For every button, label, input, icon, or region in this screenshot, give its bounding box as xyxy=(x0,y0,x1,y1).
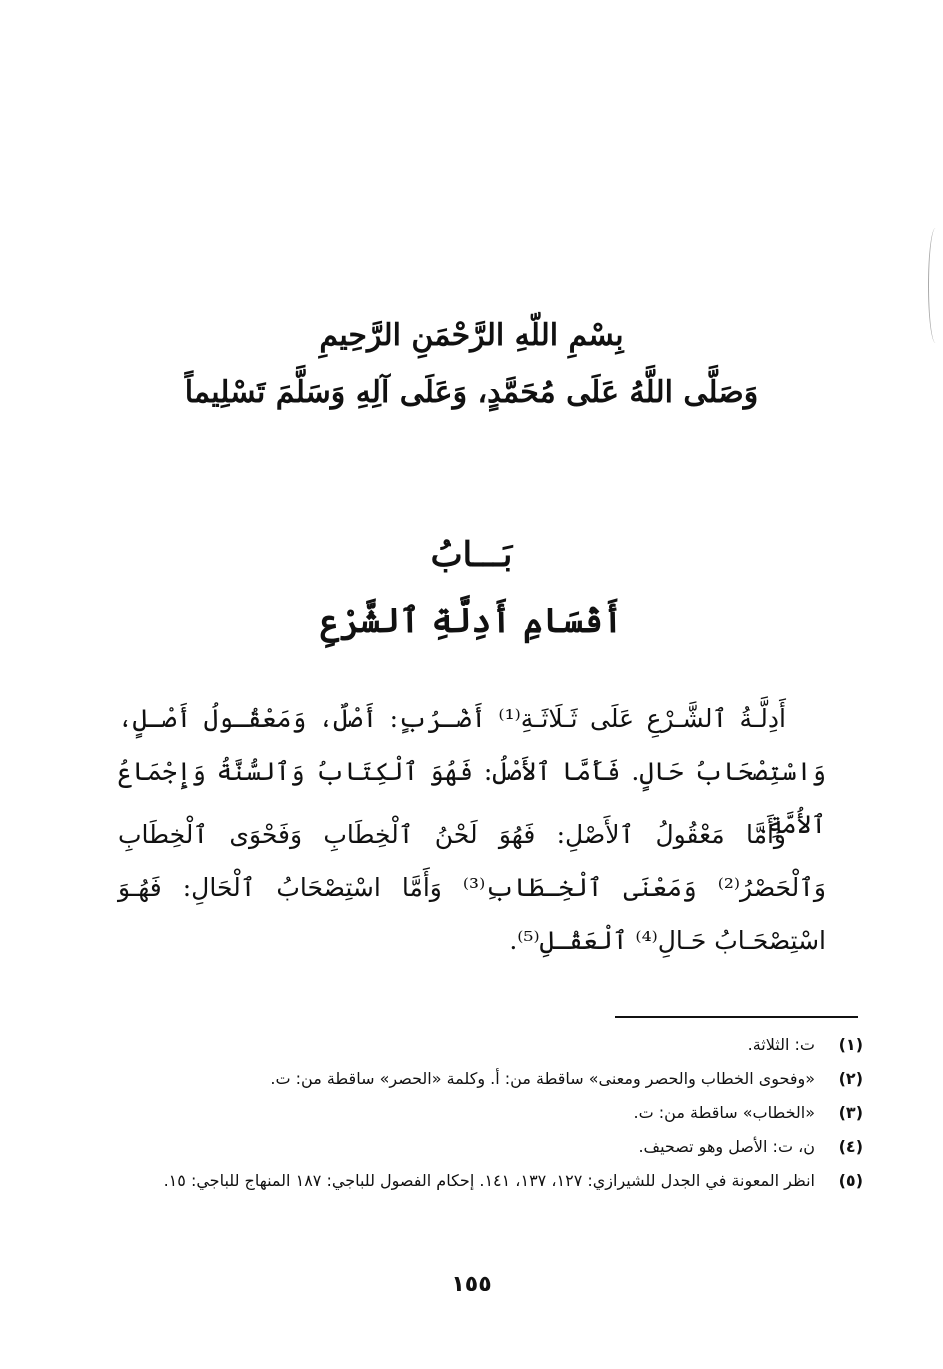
footnote-number: (٤) xyxy=(838,1137,863,1156)
footnote-number: (١) xyxy=(838,1035,863,1054)
footnote-1 xyxy=(125,1028,863,1062)
page-number: ١٥٥ xyxy=(451,1272,492,1297)
footnote-text: ن، ت: الأصل وهو تصحيف. xyxy=(638,1137,815,1156)
footnote-text: ت: الثلاثة. xyxy=(747,1035,815,1054)
footnote-text: «وفحوى الخطاب والحصر ومعنى» ساقطة من: أ. وكلمة «الحصر» ساقطة من: ت. xyxy=(270,1069,815,1088)
paragraph-2-block xyxy=(118,808,826,967)
basmala-line-2: وَصَلَّى اللَّهُ عَلَى مُحَمَّدٍ، وَعَلَى آلِهِ وَسَلَّمَ تَسْلِيماً xyxy=(184,375,759,410)
paragraph-1: أَدِلَّـةُ ٱلشَّـرْعِ عَلَى ثَـلَاثَـةِ⁽¹⁾ أَضْـرُبٍ: أَصْلٌ، وَمَعْقُـولُ أَصْـلٍ، وَاسْتِصْحَابُ حَالٍ. فَأَمَّا ٱلأَصْلُ: فَهُوَ ٱلْكِتَابُ وَٱلسُّنَّةُ وَإِجْمَاعُ ٱلأُمَّةِ. xyxy=(118,704,826,839)
paragraph-2: وَأَمَّا مَعْقُولُ ٱلأَصْلِ: فَهُوَ لَحْنُ ٱلْخِطَابِ وَفَحْوَى ٱلْخِطَابِ وَٱلْحَصْرُ⁽²⁾ وَمَعْنَى ٱلْخِـطَابِ⁽³⁾ وَأَمَّا اسْتِصْحَابُ ٱلْحَالِ: فَهُـوَ اسْتِصْحَـابُ حَـالِ⁽⁴⁾ ٱلْعَقْـلِ⁽⁵⁾. xyxy=(118,820,826,955)
footnote-5 xyxy=(125,1164,863,1198)
footnote-3 xyxy=(125,1096,863,1130)
footnote-2 xyxy=(125,1062,863,1096)
footnote-4 xyxy=(125,1130,863,1164)
basmala-line-1: بِسْمِ اللّهِ الرَّحْمَنِ الرَّحِيمِ xyxy=(319,318,624,353)
footnotes xyxy=(125,1028,863,1198)
footnote-number: (٣) xyxy=(838,1103,863,1122)
chapter-title: أَقْسَامِ أَدِلَّةِ ٱلشَّرْعِ xyxy=(320,601,623,641)
footnote-separator xyxy=(615,1016,858,1018)
footnote-text: انظر المعونة في الجدل للشيرازي: ١٢٧، ١٣٧، ١٤١. إحكام الفصول للباجي: ١٨٧ المنهاج للباجي: ١٥. xyxy=(163,1171,815,1190)
page-edge-mark xyxy=(928,228,943,343)
footnote-text: «الخطاب» ساقطة من: ت. xyxy=(633,1103,815,1122)
footnote-number: (٥) xyxy=(838,1171,863,1190)
chapter-label: بَـــابُ xyxy=(430,535,513,575)
footnote-number: (٢) xyxy=(838,1069,863,1088)
